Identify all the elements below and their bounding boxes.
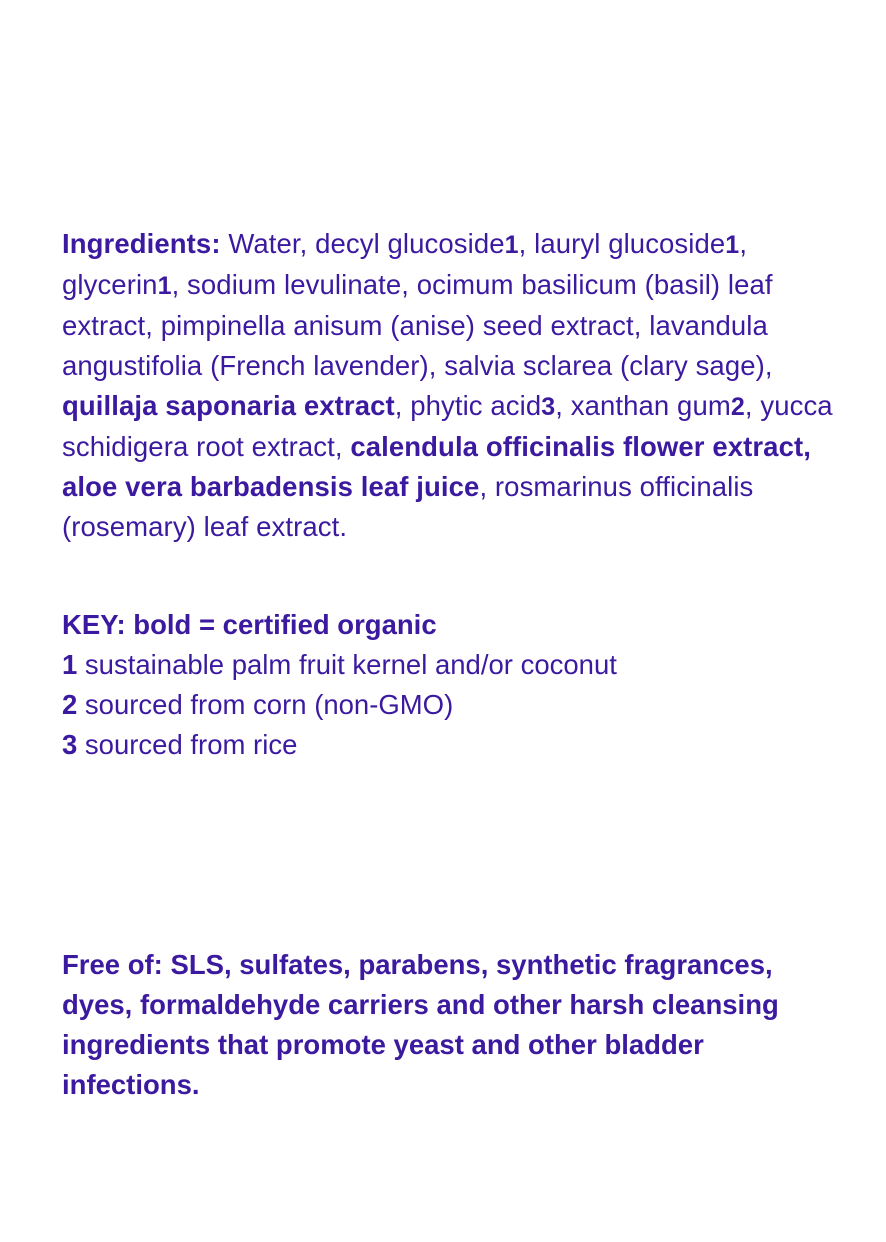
ingredients-paragraph (62, 224, 852, 547)
ingredient-segment: , lauryl glucoside (518, 227, 726, 259)
key-footnote-3 (62, 725, 852, 765)
free-of-paragraph: Free of: SLS, sulfates, parabens, synthetic fragrances, dyes, formaldehyde carriers and other harsh cleansing ingredients that promote yeast and other bladder infections. (62, 948, 779, 1100)
key-footnote-1-marker: 1 (62, 649, 78, 680)
ingredient-segment: , glycerin (62, 227, 748, 300)
key-footnote-2-text: sourced from corn (non-GMO) (77, 689, 454, 720)
key-title: KEY: bold = certified organic (62, 609, 437, 640)
key-footnote-3-marker: 3 (62, 729, 78, 760)
ingredient-segment: quillaja saponaria extract (62, 389, 395, 421)
key-section (62, 605, 852, 765)
key-footnote-1-text: sustainable palm fruit kernel and/or coconut (77, 649, 617, 680)
ingredient-segment: Water, decyl glucoside (220, 227, 505, 259)
ingredient-segment: , sodium levulinate, ocimum basilicum (basil) leaf extract, pimpinella anisum (anise) seed extract, lavandula angustifolia (French lavender), salvia sclarea (clary sage), (62, 268, 773, 381)
ingredient-segment: 1 (504, 230, 519, 259)
key-footnote-2-marker: 2 (62, 689, 78, 720)
ingredients-list (62, 228, 833, 542)
key-footnote-1 (62, 645, 852, 685)
ingredients-label: Ingredients: (62, 227, 221, 259)
key-footnote-3-text: sourced from rice (77, 729, 298, 760)
ingredient-segment: , xanthan gum (555, 389, 731, 421)
ingredient-segment: 3 (541, 392, 556, 421)
ingredient-segment: 2 (730, 392, 745, 421)
key-footnote-2 (62, 685, 852, 725)
ingredient-segment: calendula officinalis flower extract, aloe vera barbadensis leaf juice (62, 430, 811, 502)
ingredient-segment: 1 (725, 230, 740, 259)
ingredient-segment: 1 (157, 271, 172, 300)
ingredient-segment: , phytic acid (394, 389, 542, 421)
ingredient-segment: , yucca schidigera root extract, (62, 389, 833, 462)
ingredient-segment: , rosmarinus officinalis (rosemary) leaf extract. (62, 470, 754, 542)
